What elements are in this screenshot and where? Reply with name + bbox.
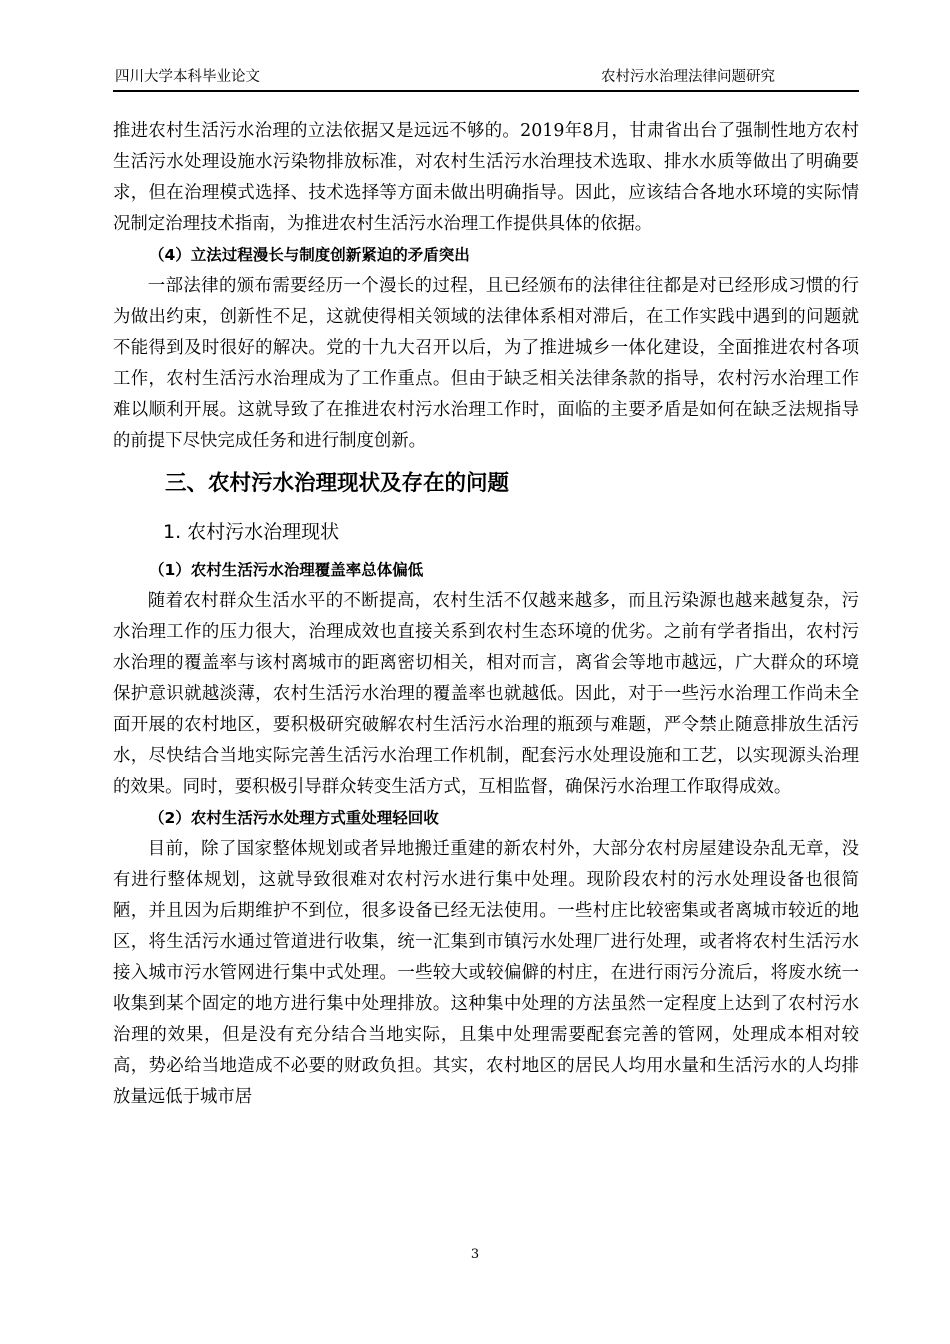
subheading-2: （2）农村生活污水处理方式重处理轻回收	[149, 809, 439, 827]
subsection-heading-1: 1. 农村污水治理现状	[163, 521, 340, 543]
section-heading-3: 三、农村污水治理现状及存在的问题	[165, 471, 510, 496]
page-number: 3	[470, 1247, 480, 1262]
page-body	[113, 116, 859, 1113]
body-paragraph: 推进农村生活污水治理的立法依据又是远远不够的。2019年8月，甘肃省出台了强制性地方农村生活污水处理设施水污染物排放标准，对农村生活污水治理技术选取、排水水质等做出了明确要求，但在治理模式选择、技术选择等方面未做出明确指导。因此，应该结合各地水环境的实际情况制定治理技术指南，为推进农村生活污水治理工作提供具体的依据。	[113, 121, 859, 234]
header-thesis-label: 四川大学本科毕业论文	[115, 69, 260, 85]
body-paragraph: 目前，除了国家整体规划或者异地搬迁重建的新农村外，大部分农村房屋建设杂乱无章，没有进行整体规划，这就导致很难对农村污水进行集中处理。现阶段农村的污水处理设备也很简陋，并且因为后期维护不到位，很多设备已经无法使用。一些村庄比较密集或者离城市较近的地区，将生活污水通过管道进行收集，统一汇集到市镇污水处理厂进行处理，或者将农村生活污水接入城市污水管网进行集中式处理。一些较大或较偏僻的村庄，在进行雨污分流后，将废水统一收集到某个固定的地方进行集中处理排放。这种集中处理的方法虽然一定程度上达到了农村污水治理的效果，但是没有充分结合当地实际，且集中处理需要配套完善的管网，处理成本相对较高，势必给当地造成不必要的财政负担。其实，农村地区的居民人均用水量和生活污水的人均排放量远低于城市居	[113, 839, 859, 1107]
subheading-4: （4）立法过程漫长与制度创新紧迫的矛盾突出	[149, 246, 470, 264]
body-paragraph: 随着农村群众生活水平的不断提高，农村生活不仅越来越多，而且污染源也越来越复杂，污水治理工作的压力很大，治理成效也直接关系到农村生态环境的优劣。之前有学者指出，农村污水治理的覆盖率与该村离城市的距离密切相关，相对而言，离省会等地市越远，广大群众的环境保护意识就越淡薄，农村生活污水治理的覆盖率也就越低。因此，对于一些污水治理工作尚未全面开展的农村地区，要积极研究破解农村生活污水治理的瓶颈与难题，严令禁止随意排放生活污水，尽快结合当地实际完善生活污水治理工作机制，配套污水处理设施和工艺，以实现源头治理的效果。同时，要积极引导群众转变生活方式，互相监督，确保污水治理工作取得成效。	[113, 591, 859, 797]
header-thesis-title: 农村污水治理法律问题研究	[601, 69, 775, 85]
body-paragraph: 一部法律的颁布需要经历一个漫长的过程，且已经颁布的法律往往都是对已经形成习惯的行为做出约束，创新性不足，这就使得相关领域的法律体系相对滞后，在工作实践中遇到的问题就不能得到及时很好的解决。党的十九大召开以后，为了推进城乡一体化建设，全面推进农村各项工作，农村生活污水治理成为了工作重点。但由于缺乏相关法律条款的指导，农村污水治理工作难以顺利开展。这就导致了在推进农村污水治理工作时，面临的主要矛盾是如何在缺乏法规指导的前提下尽快完成任务和进行制度创新。	[113, 276, 859, 451]
page-header	[113, 66, 859, 92]
subheading-1: （1）农村生活污水治理覆盖率总体偏低	[149, 561, 424, 579]
